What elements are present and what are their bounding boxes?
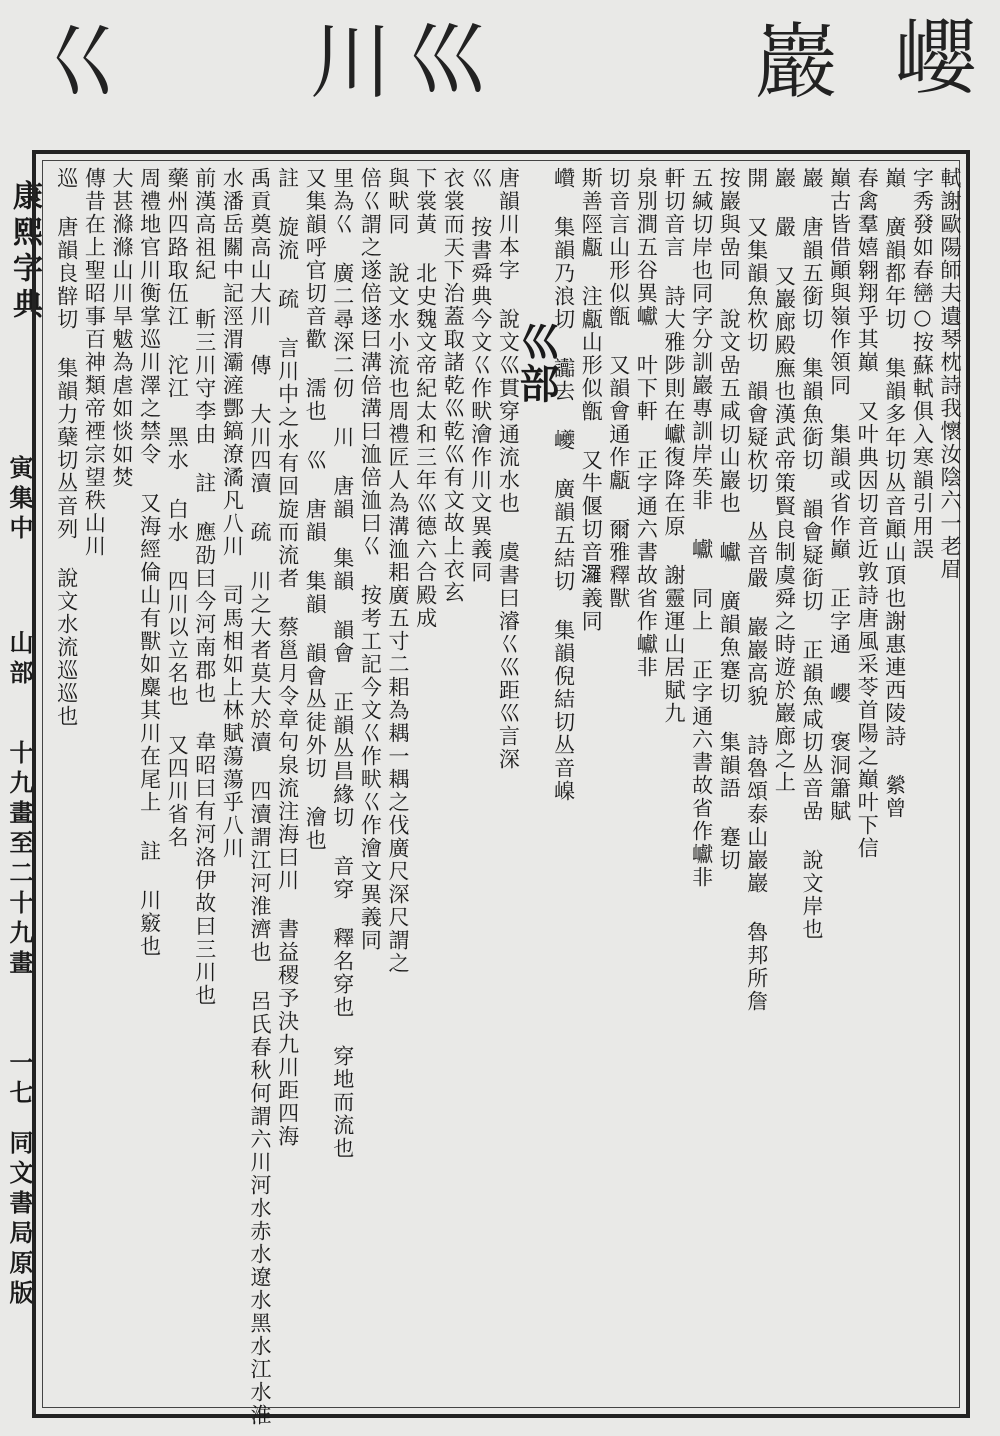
seal-character-2: 巖 — [755, 15, 838, 110]
margin-strokes: 十九畫至二十九畫 — [5, 740, 34, 980]
text-column: 切音言山形似甑 又韻會通作甗 爾雅釋獸 — [606, 167, 631, 610]
text-column: 藥州四路取伍江 沱江 黑水 白水 四川以立名也 又四川省名 — [165, 167, 190, 849]
text-column: 春禽羣嬉翱翔乎其巔 又叶典因切音近敦詩唐風采苓首陽之巔叶下信 — [855, 167, 880, 860]
text-column: 註 旋流 疏 言川中之水有回旋而流者 蔡邕月令章句泉流注海曰川 書益稷予決九川距四海 — [275, 167, 300, 1148]
text-column: 巔古皆借顚與嶺作領同 集韻或省作巓 正字通 巊 褒洞簫賦 — [827, 167, 852, 823]
text-column: 按巖與嵒同 說文嵒五咸切山巖也 巘 廣韻魚蹇切 集韻語 蹇切 — [717, 167, 742, 872]
text-body — [42, 160, 962, 1427]
margin-radical: 山部 — [5, 630, 34, 690]
seal-character-1: 巊 — [895, 11, 978, 106]
text-column: 大甚滌滌山川旱魃為虐如惔如焚 — [109, 167, 134, 489]
text-column: 前漢高祖紀 斬三川守李由 註 應劭曰今河南郡也 韋昭曰有河洛伊故曰三川也 — [192, 167, 217, 1007]
text-column: 衣裳而天下治蓋取諸乾巛乾巛有文故上衣玄 — [441, 167, 466, 604]
text-column: 唐韻川本字 說文巛貫穿通流水也 虞書曰濬巜巛距巛言深 — [496, 167, 521, 771]
text-column: 軾謝歐陽師夫遺琴枕詩我懷汝陰六一老眉 — [937, 167, 962, 581]
seal-character-4: 川 — [310, 15, 393, 110]
text-column: 字秀發如春巒○按蘇軾俱入寒韻引用誤 — [910, 167, 935, 561]
text-column: 禹貢奠高山大川 傳 大川四瀆 疏 川之大者莫大於瀆 四瀆謂江河淮濟也 呂氏春秋何謂六川河水赤水遼水黑水江水淮 — [247, 167, 272, 1427]
text-column: 下裳黃 北史魏文帝紀太和三年巛德六合殿成 — [413, 167, 438, 630]
page-frame — [32, 150, 970, 1427]
text-column: 斯善陘甗 注甗山形似甑 又牛偃切音𤄷義同 — [579, 167, 604, 633]
margin-publisher: 同文書局原版 — [5, 1130, 34, 1310]
text-column: 里為巜 廣二尋深二仞 川 唐韻 集韻 韻會 正韻丛昌緣切 音穿 釋名穿也 穿地而流也 — [330, 167, 355, 1160]
text-column: 巛 按書舜典今文巜作畎澮作川文異義同 — [468, 167, 493, 584]
text-column: 巛部 — [512, 321, 560, 405]
margin-page: 一七 — [5, 1050, 34, 1110]
text-column: 開 又集韻魚杴切 韻會疑杴切 丛音嚴 巖巖高貌 詩魯頌泰山巖巖 魯邦所詹 — [744, 167, 769, 1013]
text-column: 巔 廣韻都年切 集韻多年切丛音顚山頂也謝惠連西陵詩 縈曾 — [882, 167, 907, 820]
text-column: 五緘切岸也同字分訓巖專訓岸苵非 巘 同上 正字通六書故省作巘非 — [689, 167, 714, 889]
text-column: 周禮地官川衡掌巡川澤之禁令 又海經倫山有獸如麋其川在尾上 註 川竅也 — [137, 167, 162, 958]
text-column: 又集韻呼官切音歡 濡也 巛 唐韻 集韻 韻會丛徒外切 澮也 — [303, 167, 328, 852]
text-column: 泉別澗五谷異巘 叶下軒 正字通六書故省作巘非 — [634, 167, 659, 679]
text-column: 倍巜謂之遂倍遂曰溝倍溝曰洫倍洫曰巜 按考工記今文巜作畎巜作澮文異義同 — [358, 167, 383, 952]
text-column: 巖 唐韻五銜切 集韻魚衘切 韻會疑衘切 正韻魚咸切丛音嵒 說文岸也 — [799, 167, 824, 941]
text-column: 巑 集韻乃浪切 讟去 巙 廣韻五結切 集韻倪結切丛音嵲 — [551, 167, 576, 803]
margin-title: 康熙字典 — [7, 180, 42, 324]
text-column: 軒切音言 詩大雅陟則在巘復降在原 謝靈運山居賦九 — [661, 167, 686, 725]
seal-character-3: 巛 — [405, 13, 488, 108]
margin-volume: 寅集中 — [5, 455, 34, 545]
text-column: 水潘岳關中記涇渭灞滻酆鎬潦潏凡八川 司馬相如上林賦蕩蕩乎八川 — [220, 167, 245, 860]
seal-character-5: 巜 — [40, 15, 123, 110]
text-column: 巖 嚴 又巖廊殿廡也漢武帝策賢良制虞舜之時遊於巖廊之上 — [772, 167, 797, 794]
text-column: 巡 唐韻良辥切 集韻力蘖切丛音列 說文水流巡巡也 — [54, 167, 79, 728]
text-column: 傳昔在上聖昭事百神類帝禋宗望秩山川 — [82, 167, 107, 558]
text-column: 與畎同 說文水小流也周禮匠人為溝洫耜廣五寸二耜為耦一耦之伐廣尺深尺謂之 — [385, 167, 410, 975]
